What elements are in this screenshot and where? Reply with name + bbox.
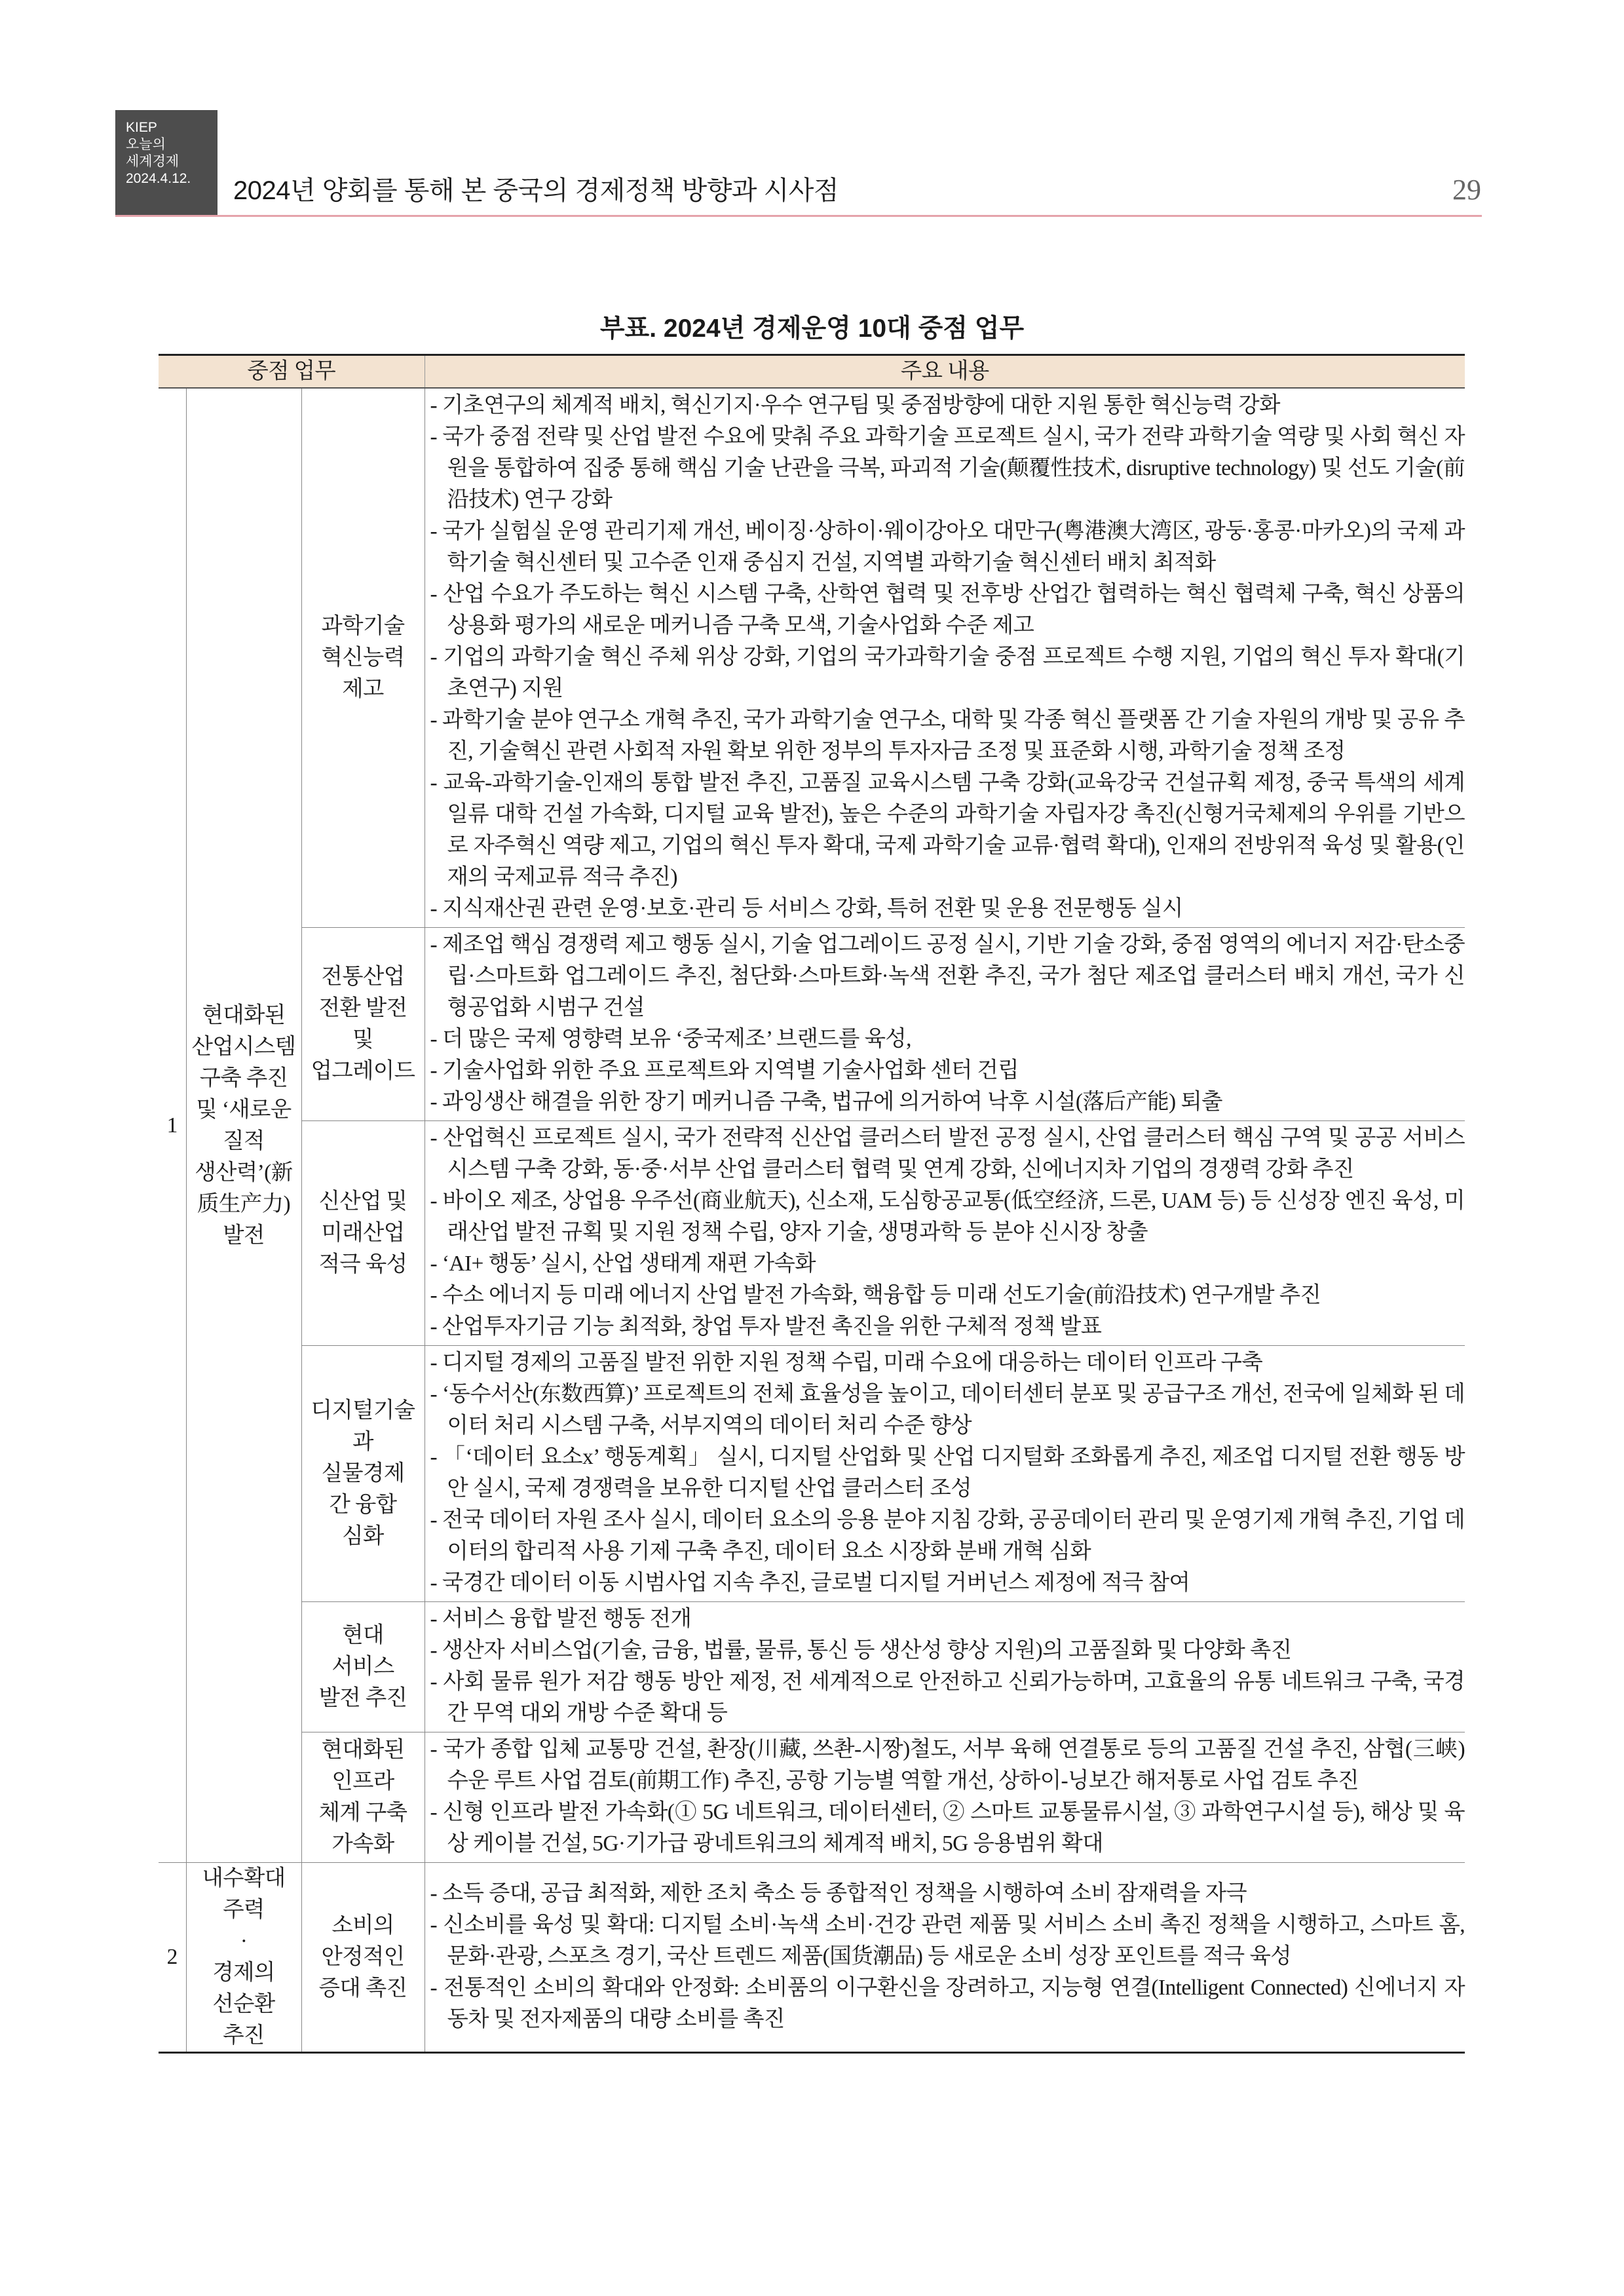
content-item: - 국가 종합 입체 교통망 건설, 촨장(川藏, 쓰촨-시짱)철도, 서부 육해 연결통로 등의 고품질 건설 추진, 삼협(三峡) 수운 루트 사업 검토(前期工作) 추진, 공항 기능별 역할 개선, 상하이-닝보간 해저통로 사업 검토 추진 xyxy=(430,1737,1465,1793)
table-row xyxy=(159,1346,1465,1602)
content-item: - 서비스 융합 발전 행동 전개 xyxy=(430,1607,692,1631)
kiep-badge-line: 세계경제 xyxy=(126,154,179,169)
subtask-line: 디지털기술 xyxy=(311,1398,415,1423)
content-cell xyxy=(425,928,1465,1121)
table-row xyxy=(159,928,1465,1121)
subtask-line: 체계 구축 xyxy=(318,1801,407,1825)
task-category-line: · xyxy=(240,1929,248,1953)
task-category-line: 산업시스템 xyxy=(191,1034,296,1059)
subtask-line: 안정적인 xyxy=(321,1945,405,1969)
task-category-line: 质生产力) xyxy=(197,1191,291,1216)
table-row xyxy=(159,1863,1465,2053)
content-item: - 산업 수요가 주도하는 혁신 시스템 구축, 산학연 협력 및 전후방 산업간 협력하는 혁신 협력체 구축, 혁신 상품의 상용화 평가의 새로운 메커니즘 구축 모색, 기술사업화 수준 제고 xyxy=(430,582,1465,638)
table-row xyxy=(159,1602,1465,1732)
kiep-badge-line: 2024.4.12. xyxy=(126,171,191,186)
content-item: - ‘AI+ 행동’ 실시, 산업 생태계 재편 가속화 xyxy=(430,1252,816,1276)
subtask-line: 전환 발전 xyxy=(318,996,407,1020)
subtask-cell xyxy=(301,1121,425,1346)
key-tasks-table xyxy=(159,354,1465,2054)
subtask-cell xyxy=(301,1863,425,2053)
subtask-line: 발전 추진 xyxy=(318,1686,407,1710)
running-header-title: 2024년 양회를 통해 본 중국의 경제정책 방향과 시사점 xyxy=(233,176,839,205)
task-category-line: 경제의 xyxy=(212,1961,275,1985)
content-item: - 신소비를 육성 및 확대: 디지털 소비·녹색 소비·건강 관련 제품 및 서비스 소비 촉진 정책을 시행하고, 스마트 홈, 문화·관광, 스포츠 경기, 국산 트렌드 제품(国货潮品) 등 새로운 소비 성장 포인트를 적극 육성 xyxy=(430,1913,1465,1968)
content-item: - 산업투자기금 기능 최적화, 창업 투자 발전 촉진을 위한 구체적 정책 발표 xyxy=(430,1314,1102,1339)
content-item: - 기업의 과학기술 혁신 주체 위상 강화, 기업의 국가과학기술 중점 프로젝트 수행 지원, 기업의 혁신 투자 확대(기초연구) 지원 xyxy=(430,645,1465,700)
content-item: - 과학기술 분야 연구소 개혁 추진, 국가 과학기술 연구소, 대학 및 각종 혁신 플랫폼 간 기술 자원의 개방 및 공유 추진, 기술혁신 관련 사회적 자원 확보 위한 정부의 투자자금 조정 및 표준화 시행, 과학기술 정책 조정 xyxy=(430,708,1465,763)
subtask-line: 간 융합 xyxy=(329,1493,397,1517)
subtask-line: 혁신능력 xyxy=(321,645,405,670)
content-cell xyxy=(425,388,1465,928)
subtask-line: 전통산업 xyxy=(321,965,405,989)
column-header-task: 중점 업무 xyxy=(159,355,425,389)
table-row xyxy=(159,1121,1465,1346)
content-item: - ‘동수서산(东数西算)’ 프로젝트의 전체 효율성을 높이고, 데이터센터 분포 및 공급구조 개선, 전국에 일체화 된 데이터 처리 시스템 구축, 서부지역의 데이터 처리 수준 향상 xyxy=(430,1382,1465,1438)
subtask-line: 적극 육성 xyxy=(318,1252,407,1276)
subtask-line: 및 xyxy=(352,1027,373,1052)
task-category xyxy=(186,1863,301,2053)
table-header-row xyxy=(159,355,1465,389)
subtask-cell xyxy=(301,388,425,928)
content-item: - 사회 물류 원가 저감 행동 방안 제정, 전 세계적으로 안전하고 신뢰가능하며, 고효율의 유통 네트워크 구축, 국경간 무역 대외 개방 수준 확대 등 xyxy=(430,1670,1465,1725)
subtask-line: 인프라 xyxy=(331,1769,394,1793)
subtask-line: 현대화된 xyxy=(321,1738,405,1762)
subtask-line: 심화 xyxy=(342,1524,384,1548)
subtask-line: 소비의 xyxy=(331,1913,394,1938)
content-item: - 교육-과학기술-인재의 통합 발전 추진, 고품질 교육시스템 구축 강화(교육강국 건설규획 제정, 중국 특색의 세계일류 대학 건설 가속화, 디지털 교육 발전), 높은 수준의 과학기술 자립자강 촉진(신형거국체제의 우위를 기반으로 자주혁신 역량 제고, 기업의 혁신 투자 확대, 국제 과학기술 교류·협력 확대), 인재의 전방위적 육성 및 활용(인재의 국제교류 적극 추진) xyxy=(430,771,1465,889)
task-category-line: 현대화된 xyxy=(202,1003,286,1027)
subtask-line: 현대 xyxy=(342,1623,384,1647)
content-item: - 전국 데이터 자원 조사 실시, 데이터 요소의 응용 분야 지침 강화, 공공데이터 관리 및 운영기제 개혁 추진, 기업 데이터의 합리적 사용 기제 구축 추진, 데이터 요소 시장화 분배 개혁 심화 xyxy=(430,1508,1465,1563)
content-cell xyxy=(425,1602,1465,1732)
content-item: - 국가 중점 전략 및 산업 발전 수요에 맞춰 주요 과학기술 프로젝트 실시, 국가 전략 과학기술 역량 및 사회 혁신 자원을 통합하여 집중 통해 핵심 기술 난관을 극복, 파괴적 기술(颠覆性技术, disruptive technology) 및 선도 기술(前沿技术) 연구 강화 xyxy=(430,425,1465,512)
subtask-line: 업그레이드 xyxy=(311,1059,415,1083)
kiep-badge xyxy=(115,110,217,215)
task-number: 1 xyxy=(159,388,186,1863)
content-item: - 과잉생산 해결을 위한 장기 메커니즘 구축, 법규에 의거하여 낙후 시설(落后产能) 퇴출 xyxy=(430,1090,1222,1114)
subtask-line: 서비스 xyxy=(331,1655,394,1679)
subtask-line: 과 xyxy=(352,1430,373,1454)
kiep-badge-line: KIEP xyxy=(126,120,157,135)
task-category-line: 생산력’(新 xyxy=(195,1160,293,1185)
content-item: - 「‘데이터 요소x’ 행동계획」 실시, 디지털 산업화 및 산업 디지털화 조화롭게 추진, 제조업 디지털 전환 행동 방안 실시, 국제 경쟁력을 보유한 디지털 산업 클러스터 조성 xyxy=(430,1445,1465,1501)
task-category xyxy=(186,388,301,1863)
subtask-line: 증대 촉진 xyxy=(318,1976,407,2000)
subtask-line: 미래산업 xyxy=(321,1221,405,1245)
content-item: - 기초연구의 체계적 배치, 혁신기지·우수 연구팀 및 중점방향에 대한 지원 통한 혁신능력 강화 xyxy=(430,393,1280,417)
content-cell xyxy=(425,1346,1465,1602)
task-category-line: 추진 xyxy=(223,2023,265,2048)
page-number: 29 xyxy=(1452,174,1481,206)
subtask-line: 실물경제 xyxy=(321,1461,405,1485)
subtask-cell xyxy=(301,1346,425,1602)
content-item: - 기술사업화 위한 주요 프로젝트와 지역별 기술사업화 센터 건립 xyxy=(430,1058,1019,1082)
subtask-line: 신산업 및 xyxy=(318,1189,407,1214)
table-title: 부표. 2024년 경제운영 10대 중점 업무 xyxy=(599,315,1025,343)
subtask-cell xyxy=(301,1602,425,1732)
content-item: - 산업혁신 프로젝트 실시, 국가 전략적 신산업 클러스터 발전 공정 실시, 산업 클러스터 핵심 구역 및 공공 서비스 시스템 구축 강화, 동·중·서부 산업 클러스터 협력 및 연계 강화, 신에너지차 기업의 경쟁력 강화 추진 xyxy=(430,1126,1465,1181)
subtask-line: 과학기술 xyxy=(321,614,405,638)
content-item: - 지식재산권 관련 운영·보호·관리 등 서비스 강화, 특허 전환 및 운용 전문행동 실시 xyxy=(430,896,1183,921)
subtask-cell xyxy=(301,1732,425,1863)
content-item: - 국가 실험실 운영 관리기제 개선, 베이징·상하이·웨이강아오 대만구(粤港澳大湾区, 광둥·홍콩·마카오)의 국제 과학기술 혁신센터 및 고수준 인재 중심지 건설, 지역별 과학기술 혁신센터 배치 최적화 xyxy=(430,519,1465,575)
subtask-line: 가속화 xyxy=(331,1832,394,1856)
kiep-badge-line: 오늘의 xyxy=(126,137,166,152)
task-category-line: 및 ‘새로운 xyxy=(196,1097,292,1122)
task-category-line: 발전 xyxy=(223,1223,265,1248)
content-item: - 디지털 경제의 고품질 발전 위한 지원 정책 수립, 미래 수요에 대응하는 데이터 인프라 구축 xyxy=(430,1350,1263,1375)
task-category-line: 선순환 xyxy=(212,1992,275,2016)
subtask-line: 제고 xyxy=(342,677,384,701)
content-item: - 국경간 데이터 이동 시범사업 지속 추진, 글로벌 디지털 거버넌스 제정에 적극 참여 xyxy=(430,1571,1190,1595)
task-number: 2 xyxy=(159,1863,186,2053)
content-item: - 수소 에너지 등 미래 에너지 산업 발전 가속화, 핵융합 등 미래 선도기술(前沿技术) 연구개발 추진 xyxy=(430,1283,1321,1307)
content-cell xyxy=(425,1121,1465,1346)
content-item: - 바이오 제조, 상업용 우주선(商业航天), 신소재, 도심항공교통(低空经济, 드론, UAM 등) 등 신성장 엔진 육성, 미래산업 발전 규획 및 지원 정책 수립, 양자 기술, 생명과학 등 분야 신시장 창출 xyxy=(430,1189,1465,1244)
content-cell xyxy=(425,1863,1465,2053)
content-item: - 제조업 핵심 경쟁력 제고 행동 실시, 기술 업그레이드 공정 실시, 기반 기술 강화, 중점 영역의 에너지 저감·탄소중립·스마트화 업그레이드 추진, 첨단화·스마트화·녹색 전환 추진, 국가 첨단 제조업 클러스터 배치 개선, 국가 신형공업화 시범구 건설 xyxy=(430,932,1465,1020)
column-header-content: 주요 내용 xyxy=(425,355,1465,389)
content-item: - 더 많은 국제 영향력 보유 ‘중국제조’ 브랜드를 육성, xyxy=(430,1027,911,1051)
task-category-line: 주력 xyxy=(223,1898,265,1922)
content-item: - 신형 인프라 발전 가속화(① 5G 네트워크, 데이터센터, ② 스마트 교통물류시설, ③ 과학연구시설 등), 해상 및 육상 케이블 건설, 5G·기가급 광네트워크의 체계적 배치, 5G 응용범위 확대 xyxy=(430,1800,1465,1856)
content-cell xyxy=(425,1732,1465,1863)
task-category-line: 구축 추진 xyxy=(199,1065,288,1090)
content-item: - 소득 증대, 공급 최적화, 제한 조치 축소 등 종합적인 정책을 시행하여 소비 잠재력을 자극 xyxy=(430,1881,1247,1905)
header-divider xyxy=(115,215,1482,217)
table-row xyxy=(159,1732,1465,1863)
task-category-line: 내수확대 xyxy=(202,1866,286,1890)
task-category-line: 질적 xyxy=(223,1128,265,1153)
table-row xyxy=(159,388,1465,928)
subtask-cell xyxy=(301,928,425,1121)
content-item: - 전통적인 소비의 확대와 안정화: 소비품의 이구환신을 장려하고, 지능형 연결(Intelligent Connected) 신에너지 자동차 및 전자제품의 대량 소비를 촉진 xyxy=(430,1976,1465,2031)
content-item: - 생산자 서비스업(기술, 금융, 법률, 물류, 통신 등 생산성 향상 지원)의 고품질화 및 다양화 촉진 xyxy=(430,1638,1292,1662)
